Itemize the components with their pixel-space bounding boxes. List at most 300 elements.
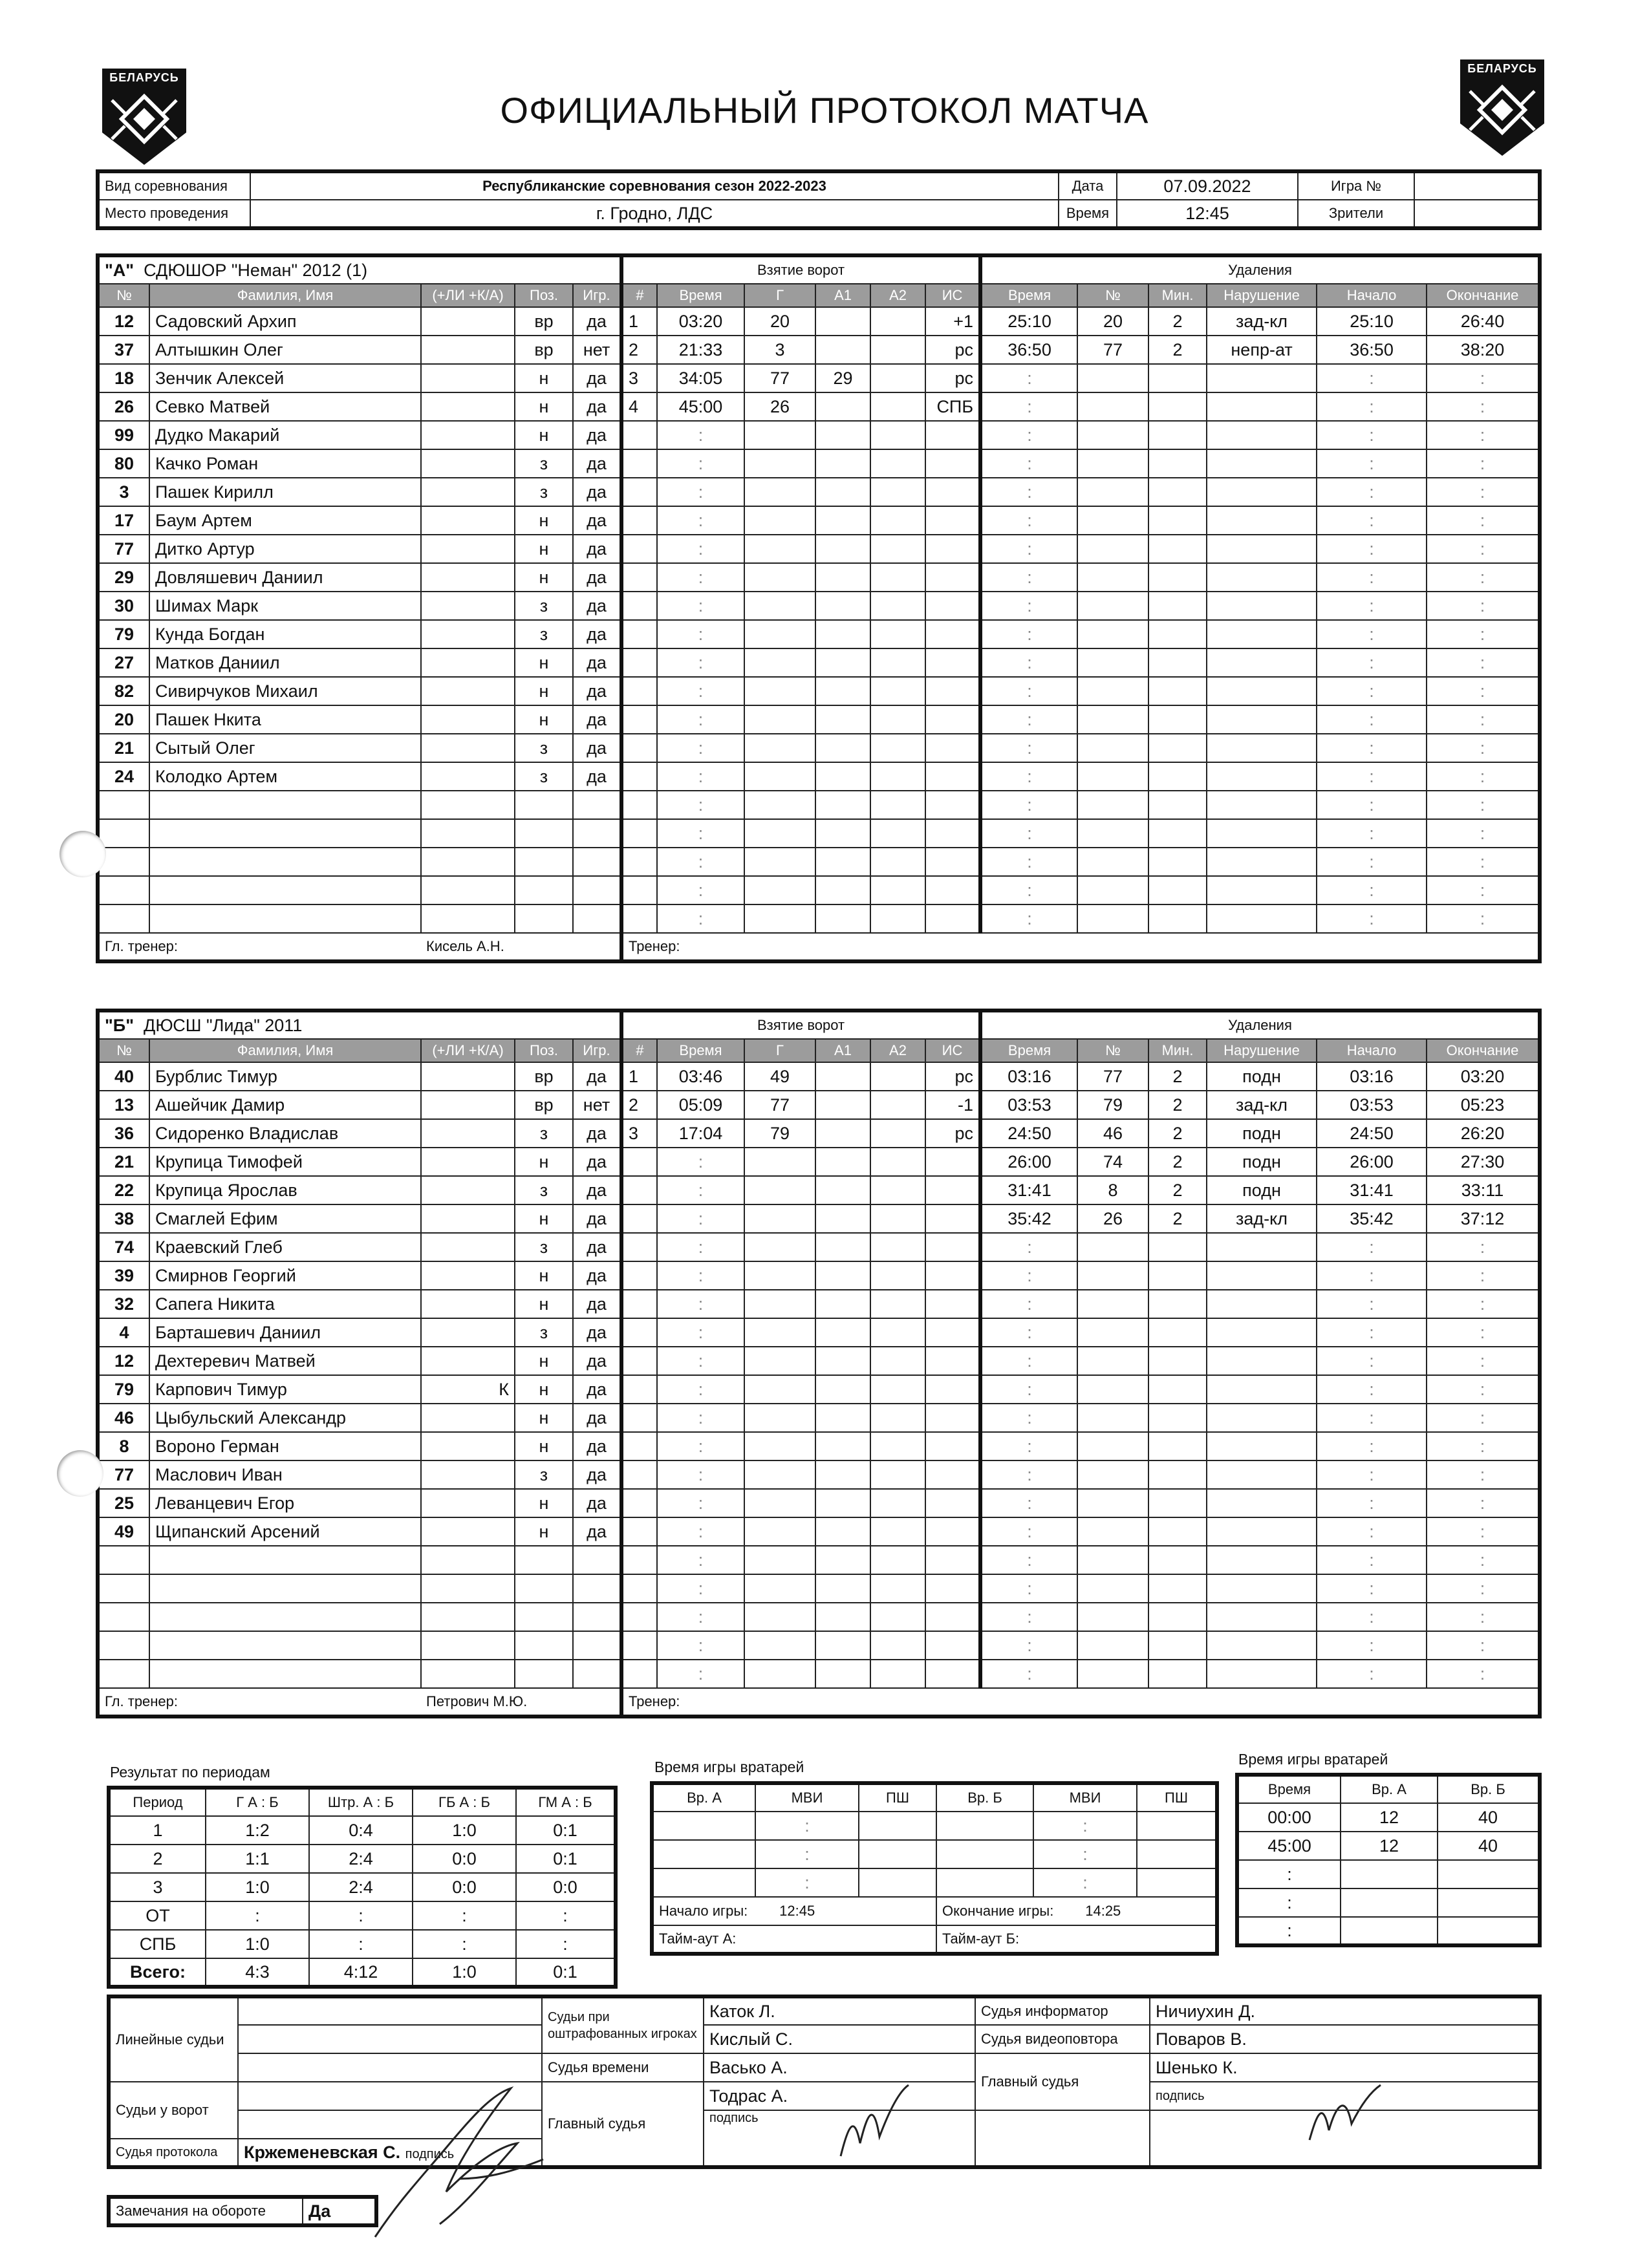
penalty-infraction-empty <box>1207 904 1317 933</box>
goal-assist-1-empty <box>815 677 870 705</box>
penalty-infraction: подн <box>1207 1148 1317 1176</box>
player-played: нет <box>573 1091 621 1119</box>
goal-assist-2-empty <box>870 677 925 705</box>
player-played: да <box>573 1517 621 1546</box>
penalty-time-empty: : <box>980 1660 1077 1688</box>
goal-assist-2-empty <box>870 620 925 648</box>
player-captain-empty <box>421 1574 515 1603</box>
player-position: н <box>515 364 573 392</box>
goal-situation-empty <box>925 1290 980 1318</box>
goal-assist-1-empty <box>815 1574 870 1603</box>
penalty-player-empty <box>1077 904 1148 933</box>
penalty-start-empty: : <box>1317 1261 1427 1290</box>
penalty-minutes-empty <box>1148 1404 1207 1432</box>
player-played: да <box>573 478 621 506</box>
goal-time-empty: : <box>657 705 744 734</box>
penalty-infraction-empty <box>1207 563 1317 592</box>
player-position: вр <box>515 1062 573 1091</box>
player-captain <box>421 336 515 364</box>
penalty-start-empty: : <box>1317 1432 1427 1460</box>
player-position: н <box>515 1375 573 1404</box>
penalty-start-empty: : <box>1317 421 1427 449</box>
player-name: Баум Артем <box>149 506 421 535</box>
goal-assist-2-empty <box>870 1204 925 1233</box>
goal-scorer-empty <box>744 1404 815 1432</box>
penalty-infraction-empty <box>1207 1546 1317 1574</box>
player-name: Дудко Макарий <box>149 421 421 449</box>
penalty-minutes-empty <box>1148 904 1207 933</box>
col-goal-time: Время <box>657 1039 744 1062</box>
player-name-empty <box>149 876 421 904</box>
period-value: 1:1 <box>206 1845 309 1873</box>
player-name: Качко Роман <box>149 449 421 478</box>
goal-time-empty: : <box>657 1233 744 1261</box>
penalty-player-empty <box>1077 620 1148 648</box>
penalty-player-empty <box>1077 563 1148 592</box>
penalty-start-empty: : <box>1317 848 1427 876</box>
player-name: Сидоренко Владислав <box>149 1119 421 1148</box>
penalty-player-empty <box>1077 819 1148 848</box>
period-value: : <box>516 1901 616 1930</box>
penalty-infraction-empty <box>1207 1489 1317 1517</box>
penalty-start-empty: : <box>1317 819 1427 848</box>
penalty-end: 27:30 <box>1427 1148 1540 1176</box>
player-number: 79 <box>98 620 149 648</box>
player-played: да <box>573 1233 621 1261</box>
goal-scorer-empty <box>744 705 815 734</box>
penalty-start-empty: : <box>1317 762 1427 791</box>
col-position: Поз. <box>515 1039 573 1062</box>
goal-assist-1-empty <box>815 1631 870 1660</box>
goal-assist-2 <box>870 1119 925 1148</box>
goal-assist-2-empty <box>870 592 925 620</box>
goal-assist-1-empty <box>815 1318 870 1347</box>
penalty-end-empty: : <box>1427 1233 1540 1261</box>
player-captain <box>421 1233 515 1261</box>
page-title: ОФИЦИАЛЬНЫЙ ПРОТОКОЛ МАТЧА <box>500 90 1149 131</box>
penalty-player: 8 <box>1077 1176 1148 1204</box>
penalty-time-empty: : <box>980 705 1077 734</box>
period-row <box>109 1816 616 1845</box>
period-results-table <box>107 1786 618 1989</box>
col-penalty-minutes: Мин. <box>1148 284 1207 307</box>
goal-assist-2-empty <box>870 1148 925 1176</box>
col-number: № <box>98 284 149 307</box>
player-position: н <box>515 1432 573 1460</box>
player-name: Дитко Артур <box>149 535 421 563</box>
player-number: 24 <box>98 762 149 791</box>
penalty-time-empty: : <box>980 1432 1077 1460</box>
goal-number-empty <box>621 1603 657 1631</box>
goal-assist-1 <box>815 307 870 336</box>
penalty-end-empty: : <box>1427 1347 1540 1375</box>
penalty-infraction-empty <box>1207 762 1317 791</box>
player-number: 49 <box>98 1517 149 1546</box>
penalty-end-empty: : <box>1427 819 1540 848</box>
period-value: 4:12 <box>309 1958 413 1987</box>
goal-assist-1-empty <box>815 648 870 677</box>
date-value: 07.09.2022 <box>1117 171 1298 200</box>
player-played-empty <box>573 1546 621 1574</box>
goal-number-empty <box>621 1233 657 1261</box>
goal-assist-2-empty <box>870 1517 925 1546</box>
penalty-time-empty: : <box>980 677 1077 705</box>
penalty-infraction-empty <box>1207 734 1317 762</box>
goal-number-empty <box>621 478 657 506</box>
penalty-infraction-empty <box>1207 848 1317 876</box>
period-name: Всего: <box>109 1958 206 1987</box>
col-situation: ИС <box>925 284 980 307</box>
player-position: н <box>515 535 573 563</box>
penalty-player-empty <box>1077 762 1148 791</box>
goal-time: 17:04 <box>657 1119 744 1148</box>
player-number: 21 <box>98 734 149 762</box>
referee-sign-label: подпись <box>704 2110 975 2167</box>
table-row <box>98 1546 1540 1574</box>
penalty-infraction: зад-кл <box>1207 307 1317 336</box>
penalty-minutes-empty <box>1148 535 1207 563</box>
player-number: 82 <box>98 677 149 705</box>
goal-situation: рс <box>925 336 980 364</box>
player-name: Пашек Нкита <box>149 705 421 734</box>
table-row <box>98 648 1540 677</box>
player-name: Смирнов Георгий <box>149 1261 421 1290</box>
col-goal-scorer: Г <box>744 284 815 307</box>
penalty-end-empty: : <box>1427 1261 1540 1290</box>
penalty-end-empty: : <box>1427 791 1540 819</box>
player-played: да <box>573 762 621 791</box>
goal-time-empty: : <box>657 1546 744 1574</box>
gk-right-value <box>1341 1888 1438 1917</box>
penalty-end: 05:23 <box>1427 1091 1540 1119</box>
goal-assist-1-empty <box>815 734 870 762</box>
player-name-empty <box>149 848 421 876</box>
player-position-empty <box>515 1546 573 1574</box>
player-name: Крупица Ярослав <box>149 1176 421 1204</box>
goal-assist-2-empty <box>870 1603 925 1631</box>
goal-situation-empty <box>925 1460 980 1489</box>
goal-situation-empty <box>925 1233 980 1261</box>
goal-scorer-empty <box>744 1347 815 1375</box>
goalie-time-mid-table: Вр. А МВИ ПШ Вр. Б МВИ ПШ : : : : : : Начало игры: 12:45 Окончание игры: 14:25 Тайм-аут А: Тайм-аут Б: <box>650 1781 1219 1956</box>
goal-situation-empty <box>925 478 980 506</box>
penalty-start-empty: : <box>1317 677 1427 705</box>
table-row <box>98 620 1540 648</box>
player-number: 80 <box>98 449 149 478</box>
goal-scorer-empty <box>744 904 815 933</box>
penalty-player-empty <box>1077 1290 1148 1318</box>
player-played: да <box>573 1347 621 1375</box>
player-number: 12 <box>98 307 149 336</box>
player-position: н <box>515 421 573 449</box>
team-a-head-coach: Кисель А.Н. <box>421 933 621 961</box>
col-penalty-time: Время <box>980 284 1077 307</box>
venue-label: Место проведения <box>98 200 250 228</box>
penalty-minutes-empty <box>1148 734 1207 762</box>
timeout-b: Тайм-аут Б: <box>936 1925 1217 1954</box>
player-captain <box>421 392 515 421</box>
penalty-end-empty: : <box>1427 364 1540 392</box>
player-played: да <box>573 364 621 392</box>
col-penalty-player: № <box>1077 1039 1148 1062</box>
penalty-time-empty: : <box>980 791 1077 819</box>
goal-assist-1-empty <box>815 506 870 535</box>
col-penalty-minutes: Мин. <box>1148 1039 1207 1062</box>
penalty-end: 03:20 <box>1427 1062 1540 1091</box>
goal-assist-1 <box>815 1062 870 1091</box>
penalty-minutes-empty <box>1148 705 1207 734</box>
player-position: н <box>515 1517 573 1546</box>
goal-assist-1-empty <box>815 1261 870 1290</box>
table-row <box>98 449 1540 478</box>
goal-time-empty: : <box>657 1290 744 1318</box>
goal-number-empty <box>621 677 657 705</box>
player-captain-empty <box>421 904 515 933</box>
table-row <box>98 876 1540 904</box>
penalty-infraction-empty <box>1207 1233 1317 1261</box>
team-b-goals-caption: Взятие ворот <box>621 1011 980 1039</box>
penalty-minutes-empty <box>1148 1375 1207 1404</box>
goal-scorer-empty <box>744 1261 815 1290</box>
penalty-start: 31:41 <box>1317 1176 1427 1204</box>
player-name: Щипанский Арсений <box>149 1517 421 1546</box>
goal-assist-2-empty <box>870 1404 925 1432</box>
penalty-player: 77 <box>1077 1062 1148 1091</box>
penalty-box-judge-1: Каток Л. <box>704 1996 975 2025</box>
penalty-minutes: 2 <box>1148 1091 1207 1119</box>
goal-assist-2-empty <box>870 478 925 506</box>
penalty-end-empty: : <box>1427 1375 1540 1404</box>
penalty-start: 03:16 <box>1317 1062 1427 1091</box>
col-assist-2: А2 <box>870 284 925 307</box>
penalty-start-empty: : <box>1317 876 1427 904</box>
penalty-player-empty <box>1077 1375 1148 1404</box>
player-played-empty <box>573 1603 621 1631</box>
penalty-time: 03:16 <box>980 1062 1077 1091</box>
player-position: з <box>515 478 573 506</box>
goal-situation-empty <box>925 1148 980 1176</box>
goal-assist-2-empty <box>870 1318 925 1347</box>
penalty-player-empty <box>1077 1261 1148 1290</box>
goal-time-empty: : <box>657 535 744 563</box>
goal-time-empty: : <box>657 1489 744 1517</box>
player-played: да <box>573 421 621 449</box>
period-header: Период <box>109 1788 206 1816</box>
table-row <box>98 1432 1540 1460</box>
period-row <box>109 1958 616 1987</box>
goal-number-empty <box>621 1204 657 1233</box>
penalty-infraction-empty <box>1207 620 1317 648</box>
table-row <box>98 1347 1540 1375</box>
period-row <box>109 1930 616 1958</box>
goal-assist-2-empty <box>870 1375 925 1404</box>
period-name: 3 <box>109 1873 206 1901</box>
player-name: Колодко Артем <box>149 762 421 791</box>
team-a-name: СДЮШОР "Неман" 2012 (1) <box>144 260 368 280</box>
player-captain-empty <box>421 876 515 904</box>
goal-number-empty <box>621 1432 657 1460</box>
goal-assist-2 <box>870 307 925 336</box>
penalty-infraction-empty <box>1207 1460 1317 1489</box>
belarus-logo-left: БЕЛАРУСЬ <box>102 69 186 165</box>
player-played: нет <box>573 336 621 364</box>
player-position: н <box>515 1347 573 1375</box>
player-captain <box>421 1261 515 1290</box>
goal-assist-2 <box>870 364 925 392</box>
goal-assist-1-empty <box>815 1460 870 1489</box>
goal-number: 1 <box>621 1062 657 1091</box>
penalty-start-empty: : <box>1317 734 1427 762</box>
goal-scorer-empty <box>744 563 815 592</box>
goal-assist-1-empty <box>815 1603 870 1631</box>
punch-hole <box>59 831 106 877</box>
player-name-empty <box>149 1660 421 1688</box>
penalty-time-empty: : <box>980 848 1077 876</box>
player-name: Севко Матвей <box>149 392 421 421</box>
goal-assist-2-empty <box>870 1546 925 1574</box>
player-captain <box>421 762 515 791</box>
goal-scorer-empty <box>744 1460 815 1489</box>
penalty-infraction: зад-кл <box>1207 1091 1317 1119</box>
penalty-time-empty: : <box>980 1318 1077 1347</box>
player-played: да <box>573 449 621 478</box>
goal-scorer-empty <box>744 421 815 449</box>
player-position-empty <box>515 1574 573 1603</box>
player-number-empty <box>98 1631 149 1660</box>
penalty-time-empty: : <box>980 1261 1077 1290</box>
player-position: з <box>515 449 573 478</box>
penalty-time-empty: : <box>980 819 1077 848</box>
penalty-time-empty: : <box>980 535 1077 563</box>
goal-number-empty <box>621 1347 657 1375</box>
punch-hole <box>57 1450 103 1497</box>
table-row <box>98 848 1540 876</box>
player-position: н <box>515 392 573 421</box>
goal-situation-empty <box>925 648 980 677</box>
table-row <box>98 1233 1540 1261</box>
penalty-time-empty: : <box>980 620 1077 648</box>
gk-right-value: 12 <box>1341 1832 1438 1860</box>
player-number: 77 <box>98 1460 149 1489</box>
goal-assist-1-empty <box>815 421 870 449</box>
player-number: 37 <box>98 336 149 364</box>
penalty-player-empty <box>1077 1460 1148 1489</box>
player-name: Цыбульский Александр <box>149 1404 421 1432</box>
goal-number-empty <box>621 1318 657 1347</box>
goal-assist-2 <box>870 1091 925 1119</box>
goal-situation: рс <box>925 1062 980 1091</box>
penalty-time-empty: : <box>980 449 1077 478</box>
goal-situation-empty <box>925 421 980 449</box>
gk-right-row <box>1237 1832 1540 1860</box>
player-name: Крупица Тимофей <box>149 1148 421 1176</box>
team-b-head-coach-label: Гл. тренер: <box>98 1688 421 1717</box>
player-name: Садовский Архип <box>149 307 421 336</box>
goal-time-empty: : <box>657 819 744 848</box>
penalty-start-empty: : <box>1317 1517 1427 1546</box>
col-goal-scorer: Г <box>744 1039 815 1062</box>
player-played: да <box>573 1204 621 1233</box>
penalty-start: 35:42 <box>1317 1204 1427 1233</box>
penalty-time-empty: : <box>980 876 1077 904</box>
player-captain <box>421 734 515 762</box>
goal-assist-1-empty <box>815 1233 870 1261</box>
penalty-infraction-empty <box>1207 535 1317 563</box>
penalty-minutes-empty <box>1148 1603 1207 1631</box>
penalty-player: 77 <box>1077 336 1148 364</box>
player-captain <box>421 620 515 648</box>
goal-scorer-empty <box>744 791 815 819</box>
goal-situation-empty <box>925 1432 980 1460</box>
col-goal-time: Время <box>657 284 744 307</box>
penalty-player-empty <box>1077 648 1148 677</box>
penalty-infraction-empty <box>1207 876 1317 904</box>
penalty-start-empty: : <box>1317 392 1427 421</box>
goal-number-empty <box>621 762 657 791</box>
remarks-value: Да <box>303 2197 376 2225</box>
timekeeper-value: Васько А. <box>704 2053 975 2082</box>
player-played: да <box>573 1375 621 1404</box>
penalty-infraction-empty <box>1207 1404 1317 1432</box>
player-position: з <box>515 1233 573 1261</box>
penalty-time: 31:41 <box>980 1176 1077 1204</box>
goal-number-empty <box>621 1517 657 1546</box>
penalty-start: 03:53 <box>1317 1091 1427 1119</box>
goal-number-empty <box>621 1660 657 1688</box>
goal-assist-1-empty <box>815 904 870 933</box>
referee2-signature <box>1300 2079 1384 2150</box>
goal-assist-1-empty <box>815 791 870 819</box>
penalty-player-empty <box>1077 1631 1148 1660</box>
gk-right-value: 40 <box>1438 1832 1540 1860</box>
player-position: вр <box>515 1091 573 1119</box>
player-number: 77 <box>98 535 149 563</box>
goal-number-empty <box>621 1460 657 1489</box>
video-judge-label: Судья видеоповтора <box>975 2025 1150 2053</box>
penalty-time: 36:50 <box>980 336 1077 364</box>
player-name-empty <box>149 1546 421 1574</box>
gk-right-caption: Время игры вратарей <box>1238 1751 1388 1768</box>
penalty-end-empty: : <box>1427 734 1540 762</box>
gk-right-value: 40 <box>1438 1803 1540 1832</box>
goal-assist-2-empty <box>870 421 925 449</box>
player-name: Смаглей Ефим <box>149 1204 421 1233</box>
player-number-empty <box>98 819 149 848</box>
period-name: ОТ <box>109 1901 206 1930</box>
penalty-end-empty: : <box>1427 705 1540 734</box>
penalty-time-empty: : <box>980 1489 1077 1517</box>
player-played: да <box>573 1176 621 1204</box>
goal-number: 2 <box>621 1091 657 1119</box>
competition-label: Вид соревнования <box>98 171 250 200</box>
goal-number: 4 <box>621 392 657 421</box>
goal-number-empty <box>621 1546 657 1574</box>
penalty-player-empty <box>1077 1318 1148 1347</box>
table-row <box>98 535 1540 563</box>
penalty-infraction: непр-ат <box>1207 336 1317 364</box>
goal-assist-1 <box>815 1119 870 1148</box>
penalty-end-empty: : <box>1427 478 1540 506</box>
penalty-end-empty: : <box>1427 1517 1540 1546</box>
team-a-goals-caption: Взятие ворот <box>621 255 980 284</box>
goal-time-empty: : <box>657 1347 744 1375</box>
table-row <box>98 1660 1540 1688</box>
penalty-minutes: 2 <box>1148 1148 1207 1176</box>
table-row <box>98 336 1540 364</box>
goal-time-empty: : <box>657 762 744 791</box>
col-situation: ИС <box>925 1039 980 1062</box>
gk-right-value <box>1438 1888 1540 1917</box>
